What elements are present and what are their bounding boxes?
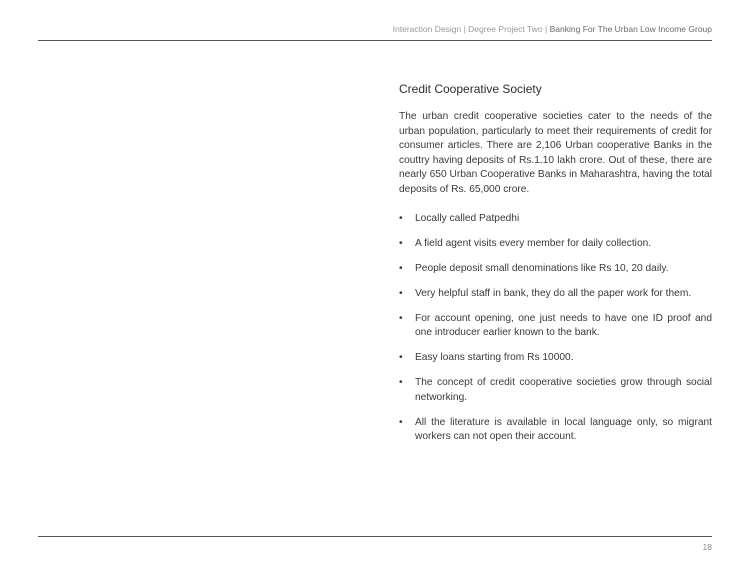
bullet-icon: • [399, 377, 403, 389]
bullet-icon: • [399, 287, 403, 299]
header-separator: | [463, 24, 466, 34]
list-item-text: A field agent visits every member for daily collection. [415, 237, 652, 249]
list-item-text: People deposit small denominations like Rs 10, 20 daily. [415, 262, 669, 274]
header-crumb-course: Interaction Design [392, 24, 462, 34]
list-item [399, 237, 712, 252]
list-item [399, 262, 712, 277]
running-header [393, 24, 712, 34]
bullet-icon: • [399, 312, 403, 324]
list-item-text: Easy loans starting from Rs 10000. [415, 352, 574, 364]
list-item-text: Very helpful staff in bank, they do all the paper work for them. [415, 287, 692, 299]
list-item [399, 351, 712, 366]
main-content [399, 82, 712, 455]
list-item [399, 416, 712, 445]
header-crumb-project: Degree Project Two [468, 24, 543, 34]
list-item-text: The concept of credit cooperative societies grow through social networking. [415, 377, 712, 403]
bullet-icon: • [399, 212, 403, 224]
bullet-icon: • [399, 416, 403, 428]
page-number: 18 [702, 542, 712, 552]
section-title: Credit Cooperative Society [399, 82, 542, 96]
bullet-icon: • [399, 352, 403, 364]
list-item [399, 287, 712, 302]
list-item [399, 376, 712, 405]
bullet-icon: • [399, 262, 403, 274]
bullet-list [399, 212, 712, 445]
header-rule [38, 40, 712, 41]
footer-rule [38, 536, 712, 537]
list-item-text: Locally called Patpedhi [415, 212, 520, 224]
list-item-text: All the literature is available in local language only, so migrant workers can not open their account. [415, 416, 712, 443]
list-item [399, 212, 712, 227]
list-item [399, 312, 712, 341]
header-crumb-topic: Banking For The Urban Low Income Group [549, 24, 712, 34]
header-separator: | [545, 24, 548, 34]
bullet-icon: • [399, 237, 403, 249]
list-item-text: For account opening, one just needs to have one ID proof and one introducer earlier known to the bank. [415, 312, 712, 339]
intro-paragraph: The urban credit cooperative societies cater to the needs of the urban population, particularly to meet their requirements of credit for consumer articles. There are 2,106 Urban cooperative Banks in the couttry having deposits of Rs.1.10 lakh crore. Out of these, there are nearly 650 Urban Cooperative Banks in Maharashtra, having the total deposits of Rs. 65,000 crore. [399, 111, 712, 195]
